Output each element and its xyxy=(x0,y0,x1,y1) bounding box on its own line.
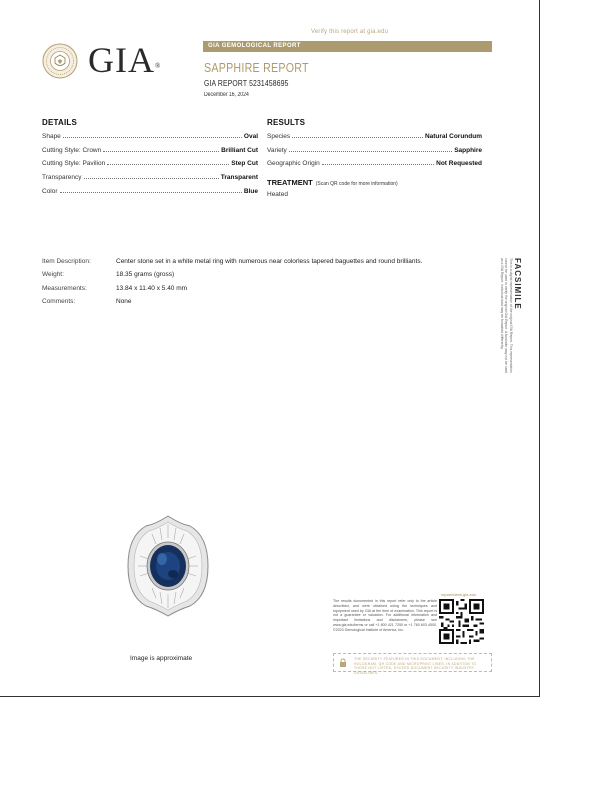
report-type-band: GIA GEMOLOGICAL REPORT xyxy=(203,41,492,52)
treatment-value: Heated xyxy=(267,191,288,198)
measurements-value: 13.84 x 11.40 x 5.40 mm xyxy=(116,285,188,292)
gia-logo: GIA® xyxy=(88,40,162,80)
report-date: December 16, 2024 xyxy=(204,92,249,98)
image-caption: Image is approximate xyxy=(130,655,193,662)
description-value: Center stone set in a white metal ring with numerous near colorless tapered baguettes and round brilliants. xyxy=(116,258,423,265)
security-text: THE SECURITY FEATURES IN THIS DOCUMENT, INCLUDING THE HOLOGRAM, QR CODE AND MICROPRINT LINES, IN ADDITION TO THOSE NOT LISTED, EXCEED DOCUMENT SECURITY INDUSTRY GUIDELINES. xyxy=(354,657,477,675)
results-heading: RESULTS xyxy=(267,118,306,127)
treatment-heading: TREATMENT (Scan QR code for more information) xyxy=(267,178,398,187)
detail-row: Cutting Style: Pavilion Step Cut xyxy=(42,160,258,167)
qr-caption[interactable]: reportcheck.gia.edu xyxy=(441,592,477,597)
lock-icon xyxy=(339,658,347,668)
security-strip xyxy=(333,653,492,675)
detail-row: Shape Oval xyxy=(42,133,258,140)
verify-link[interactable]: Verify this report at gia.edu xyxy=(311,29,389,35)
details-heading: DETAILS xyxy=(42,118,78,127)
detail-row: Transparency Transparent xyxy=(42,174,258,181)
qr-code-icon[interactable] xyxy=(439,599,484,644)
weight-label: Weight: xyxy=(42,271,64,278)
description-label: Item Description: xyxy=(42,258,91,265)
facsimile-word: FACSIMILE xyxy=(513,258,522,310)
report-number: GIA REPORT 5231458695 xyxy=(204,79,289,88)
report-title: SAPPHIRE REPORT xyxy=(204,60,309,75)
detail-row: Color Blue xyxy=(42,188,258,195)
facsimile-notice: FACSIMILE This is a digital representation of the original GIA Report. This representation cannot be used to verify the original GIA Report. A facsimile may not be used as a GIA Report. Individual data may be formatted differently. xyxy=(494,258,522,448)
disclaimer-text: The results documented in this report refer only to the article described, and were obtained using the techniques and equipment used by GIA at the time of examination. This report is not a guarantee or valuation. For additional information and important limitations and disclaimers, please see www.gia.edu/terms or call +1 800 421 7250 or +1 760 603 4500. ©2023 Gemological Institute of America, Inc. xyxy=(333,599,437,632)
detail-row: Cutting Style: Crown Brilliant Cut xyxy=(42,147,258,154)
result-row: Variety Sapphire xyxy=(267,147,482,154)
weight-value: 18.35 grams (gross) xyxy=(116,271,175,278)
result-row: Geographic Origin Not Requested xyxy=(267,160,482,167)
comments-label: Comments: xyxy=(42,298,76,305)
gia-seal-icon xyxy=(42,43,78,79)
comments-value: None xyxy=(116,298,132,305)
ring-photo xyxy=(124,514,212,618)
measurements-label: Measurements: xyxy=(42,285,87,292)
result-row: Species Natural Corundum xyxy=(267,133,482,140)
